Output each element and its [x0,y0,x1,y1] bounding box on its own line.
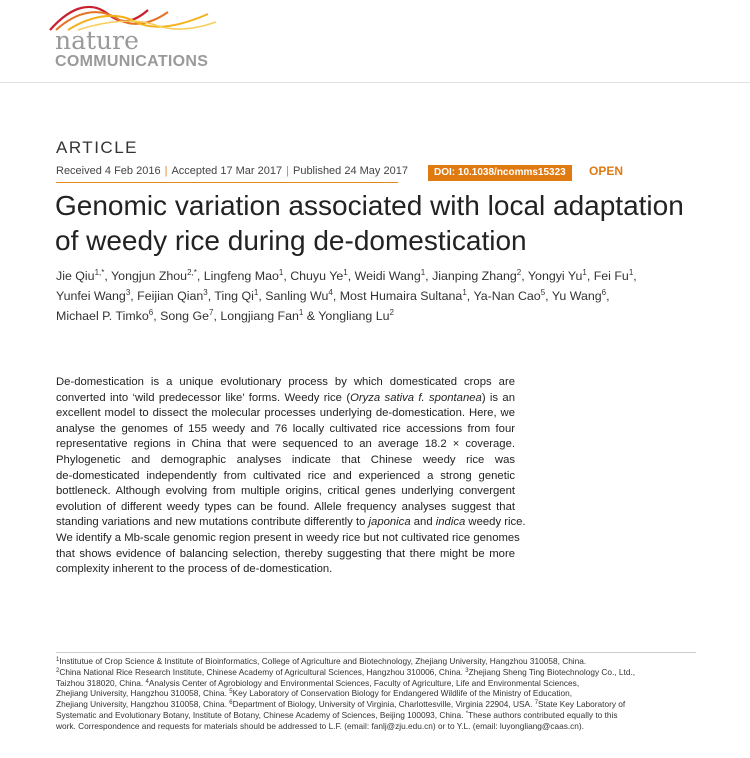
abstract-text: weedy rice. [465,516,526,529]
date-separator: | [286,165,289,177]
header-divider [0,82,750,83]
author-name[interactable]: Sanling Wu$^4$ [265,288,333,303]
author-name[interactable]: Yu Wang$^6$ [551,288,607,303]
abstract [56,375,526,578]
author-separator: , [196,269,204,283]
abstract-line: evolution of different weedy types can be found. Allele frequency analyses suggest that [56,500,515,513]
abstract-line: de-domesticated independently from cultivated rice and experienced a strong genetic [56,469,515,482]
article-dates [56,165,408,177]
author-name[interactable]: Jianping Zhang$^2$ [432,268,522,283]
author-affiliation-mark: 3 [125,288,131,297]
date-separator: | [164,165,168,177]
affiliations-divider [56,652,696,653]
author-affiliation-mark: 1 [343,268,348,277]
author-separator: , [521,269,528,283]
author-affiliation-mark: 2 [389,308,394,317]
author-separator: , [633,269,637,283]
author-name[interactable]: Ya-Nan Cao$^5$ [473,288,546,303]
logo-communications-text: COMMUNICATIONS [55,53,209,70]
author-affiliation-mark: 7 [209,308,214,317]
author-name[interactable]: Feijian Qian$^3$ [137,288,208,303]
logo-nature-text: nature [55,26,139,55]
affiliation-line: Taizhou 318020, China. $^4$Analysis Center of Agrobiology and Environmental Sciences, Faculty of Agriculture, Life and Environmental Sciences, [56,677,580,688]
author-name[interactable]: Fei Fu$^1$ [593,268,634,283]
author-affiliation-mark: 1 [253,288,259,297]
abstract-line: that shows evidence of balancing selection, thereby suggesting that there might be more [56,547,515,560]
abstract-japonica: japonica [368,516,411,529]
dates-underline [56,182,398,183]
author-affiliation-mark: 1 [298,308,304,317]
accepted-date: Accepted 17 Mar 2017 [171,165,283,177]
author-name[interactable]: Michael P. Timko$^6$ [56,308,154,323]
abstract-line [56,515,526,531]
abstract-line: representative regions in China that were sequenced to an average 18.2 × coverage. [56,438,515,451]
abstract-text: converted into ‘wild predecessor like’ forms. Weedy rice ( [56,391,351,404]
abstract-line [56,391,515,407]
author-affiliation-mark: 4 [328,288,333,297]
affiliation-line: $^1$Institutue of Crop Science & Institute of Bioinformatics, College of Agriculture and Biotechnology, Zhejiang University, Hangzhou 310058, China. [56,656,587,666]
author-separator: , [425,269,433,283]
author-separator: , [258,289,266,303]
abstract-text: and [410,516,436,529]
author-name[interactable]: Ting Qi$^1$ [214,288,259,303]
author-affiliation-mark: 2,* [187,268,197,277]
author-affiliation-mark: 1,* [94,268,105,277]
author-affiliation-mark: 6 [601,288,607,297]
author-separator: , [130,289,138,303]
affiliation-line: Systematic and Evolutionary Botany, Institute of Botany, Chinese Academy of Sciences, Beijing 100093, China. *These authors contributed equally to this [56,709,618,720]
author-name[interactable]: Yongjun Zhou$^{2,*}$ [111,268,197,283]
affiliations [56,656,701,732]
published-date: Published 24 May 2017 [292,165,408,177]
author-separator: , [213,309,221,323]
journal-header [0,0,750,82]
author-separator: , [207,289,215,303]
abstract-line: analyse the genomes of 155 weedy and 76 locally cultivated rice accessions from four [56,422,515,435]
author-name[interactable]: Lingfeng Mao$^1$ [203,268,284,283]
doi-badge[interactable]: DOI: 10.1038/ncomms15323 [428,165,572,181]
author-affiliation-mark: 6 [148,308,154,317]
article-type-label: ARTICLE [56,138,138,157]
article-title [55,188,715,258]
author-affiliation-mark: 5 [540,288,546,297]
open-access-label: OPEN [589,164,624,178]
abstract-line: We identify a Mb-scale genomic region present in weedy rice but not cultivated rice genomes [56,531,520,544]
author-separator: , [347,269,355,283]
abstract-line: complexity inherent to the process of de-domestication. [56,563,333,576]
abstract-line: De-domestication is a unique evolutionary process by which domesticated crops are [56,376,515,388]
author-separator: , [153,309,161,323]
abstract-text: ) is an [481,391,515,404]
author-name[interactable]: Yongyi Yu$^1$ [527,268,587,283]
author-affiliation-mark: 1 [582,268,587,277]
author-list [56,266,696,326]
author-separator: , [606,289,610,303]
author-name[interactable]: Jie Qiu$^{1,*}$ [56,268,105,283]
author-name[interactable]: Song Ge$^7$ [160,308,214,323]
author-separator: , [104,269,112,283]
author-separator: , [332,289,340,303]
abstract-line: excellent model to dissect the molecular processes underlying de-domestication. Here, we [56,407,515,420]
affiliation-line: Zhejiang University, Hangzhou 310058, China. $^6$Department of Biology, University of Virginia, Charlottesville, Virginia 22904, USA. $^7$State Key Laboratory of [56,699,626,710]
author-name[interactable]: Most Humaira Sultana$^1$ [339,288,467,303]
abstract-indica: indica [435,516,466,529]
author-affiliation-mark: 3 [203,288,208,297]
author-name[interactable]: Chuyu Ye$^1$ [290,268,348,283]
received-date: Received 4 Feb 2016 [56,165,161,177]
author-name[interactable]: Yunfei Wang$^3$ [56,288,131,303]
author-name[interactable]: Longjiang Fan$^1$ [220,308,304,323]
author-affiliation-mark: 1 [420,268,426,277]
author-affiliation-mark: 1 [278,268,284,277]
author-separator: , [545,289,552,303]
author-separator: & [303,309,319,323]
author-name[interactable]: Yongliang Lu$^2$ [318,308,394,323]
abstract-species: Oryza sativa f. spontanea [350,391,482,404]
author-affiliation-mark: 1 [628,268,634,277]
affiliation-line: $^2$China National Rice Research Institute, Chinese Academy of Agricultural Sciences, Hangzhou 310006, China. $^3$Zhejiang Sheng Ting Biotechnology Co., Ltd., [56,666,636,677]
author-affiliation-mark: 2 [516,268,522,277]
author-affiliation-mark: 1 [462,288,467,297]
abstract-text: standing variations and new mutations contribute differently to [56,516,369,529]
author-separator: , [586,269,594,283]
affiliation-line: work. Correspondence and requests for materials should be addressed to L.F. (email: fanlj@zju.edu.cn) or to Y.L. (email: luyongliang@caas.cn). [56,720,584,731]
author-separator: , [466,289,474,303]
affiliation-line: Zhejiang University, Hangzhou 310058, China. $^5$Key Laboratory of Conservation Biology for Endangered Wildlife of the Ministry of Education, [56,688,573,699]
abstract-line: Phylogenetic and demographic analyses indicate that Chinese weedy rice was [56,453,515,466]
author-name[interactable]: Weidi Wang$^1$ [354,268,426,283]
title-line-1: Genomic variation associated with local adaptation [55,190,684,221]
abstract-line: bottleneck. Although evolving from multiple origins, critical genes underlying convergent [56,485,515,498]
author-separator: , [283,269,291,283]
title-line-2: of weedy rice during de-domestication [55,225,527,256]
